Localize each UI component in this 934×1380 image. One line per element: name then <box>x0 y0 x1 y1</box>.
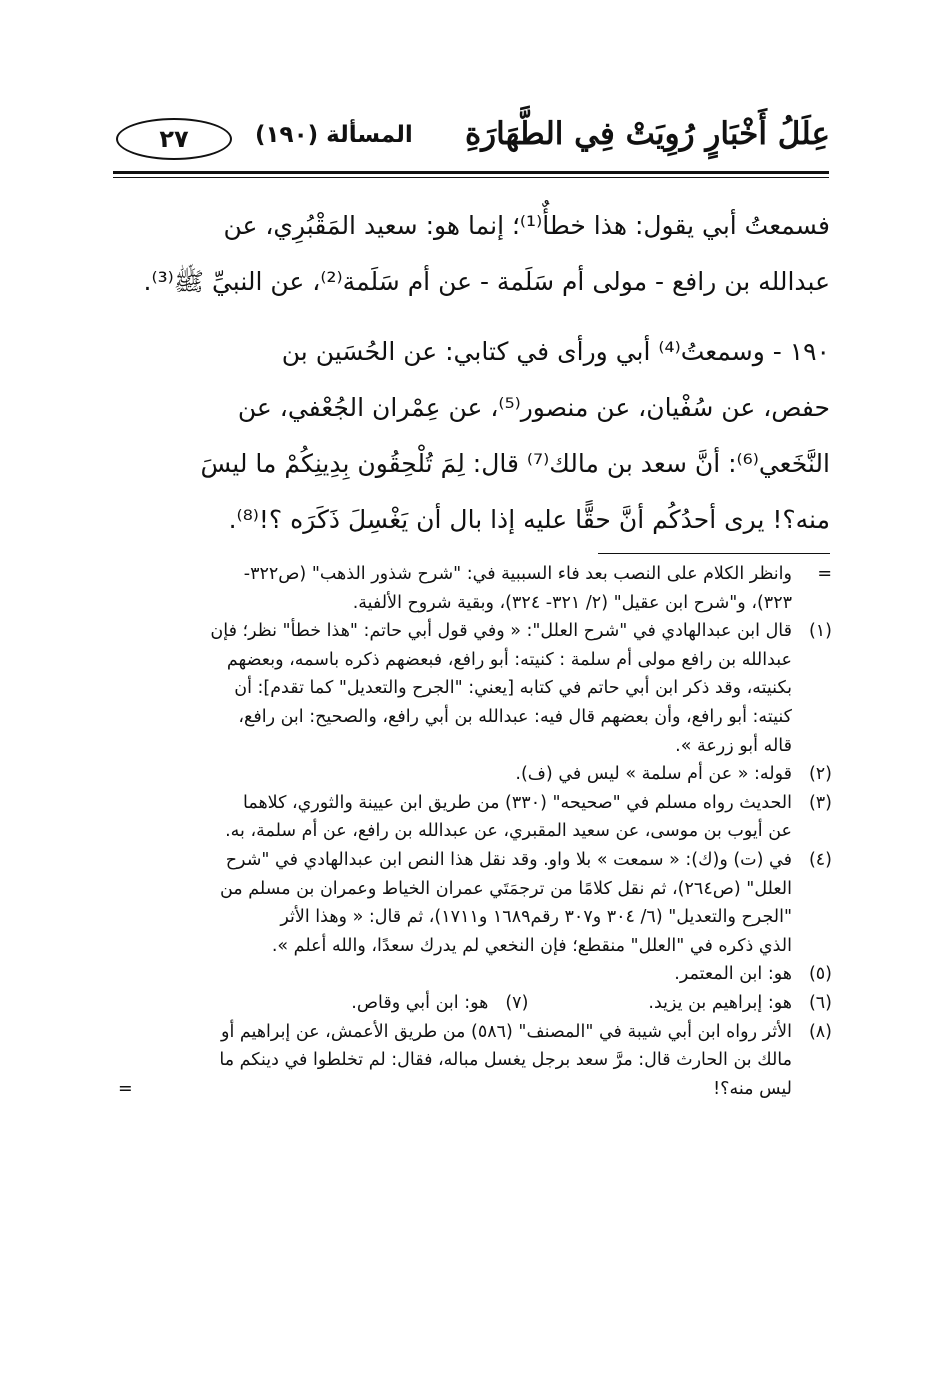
continuation-mark: = <box>817 564 832 584</box>
footnote-line: (٣)الحديث رواه مسلم في "صحيحه" (٣٣٠) من طريق ابن عيينة والثوري، كلاهما <box>112 789 832 818</box>
footnote-line: (٨)الأثر رواه ابن أبي شيبة في "المصنف" (٥٨٦) من طريق الأعمش، عن إبراهيم أو <box>112 1018 832 1047</box>
issue-label: المسألة (١٩٠) <box>255 122 413 148</box>
footnote-mark: (٥) <box>808 964 832 985</box>
footnote-line: بكنيته، وقد ذكر ابن أبي حاتم في كتابه [يعني: "الجرح والتعديل" كما تقدم]: أن <box>234 678 792 699</box>
footnote-line: =وانظر الكلام على النصب بعد فاء السببية في: "شرح شذور الذهب" (ص٣٢٢- <box>112 560 832 589</box>
main-line: منه؟! يرى أحدُكُم أنَّ حقًّا عليه إذا بال أن يَغْسِلَ ذَكَرَه ؟!⁽⁸⁾. <box>228 505 830 534</box>
page-number: ٢٧ <box>116 118 232 160</box>
footnote-line: (٤)في (ت) و(ك): « سمعت » بلا واو. وقد نقل هذا النص ابن عبدالهادي في "شرح <box>112 846 832 875</box>
footnotes <box>112 560 832 1103</box>
footnote-line: العلل" (ص٢٦٤)، ثم نقل كلامًا من ترجمَتَي عمران الخياط وعمران بن مسلم من <box>219 878 792 899</box>
footnote-line: مالك بن الحارث قال: مرَّ سعد برجل يغسل مباله، فقال: لم تخلطوا في دينكم ما <box>219 1050 792 1071</box>
main-line: ١٩٠ - وسمعتُ⁽⁴⁾ أبي ورأى في كتابي: عن الحُسَين بن <box>281 337 830 366</box>
footnote-mark: (٨) <box>808 1021 832 1042</box>
footnote-mark: (٣) <box>808 792 832 813</box>
footnote-line: الذي ذكره في "العلل" منقطع؛ فإن النخعي لم يدرك سعدًا، والله أعلم ». <box>271 935 792 956</box>
footnote-line: ٣٢٣)، و"شرح ابن عقيل" (٢/ ٣٢١- ٣٢٤)، وبقية شروح الألفية. <box>352 592 792 613</box>
footnote-line: (١)قال ابن عبدالهادي في "شرح العلل": « وفي قول أبي حاتم: "هذا خطأ" نظر؛ فإن <box>112 617 832 646</box>
main-text <box>112 198 830 548</box>
footnote-separator <box>598 553 830 554</box>
footnote-mark: (٢) <box>808 764 832 785</box>
footnote-line: ليس منه؟! = <box>112 1075 832 1104</box>
header-rule-thick <box>113 171 829 174</box>
header-rule-thin <box>113 177 829 178</box>
end-continuation-mark: = <box>118 1078 133 1099</box>
footnote-line: عن أيوب بن موسى، عن سعيد المقبري، عن عبدالله بن رافع، عن أم سلمة، به. <box>225 821 792 842</box>
running-header <box>110 112 830 168</box>
main-line: عبدالله بن رافع - مولى أم سَلَمة - عن أم سَلَمة⁽²⁾، عن النبيِّ ﷺ⁽³⁾. <box>143 267 830 296</box>
footnote-mark: (١) <box>808 621 832 642</box>
footnote-line: (٦)هو: إبراهيم بن يزيد.(٧)هو: ابن أبي وقاص. <box>112 989 832 1018</box>
main-line: النَّخَعي⁽⁶⁾: أنَّ سعد بن مالك⁽⁷⁾ قال: لِمَ تُلْحِقُون بِدِينِكُمْ ما ليسَ <box>200 449 830 478</box>
footnote-line: (٥)هو: ابن المعتمر. <box>112 960 832 989</box>
main-line: حفص، عن سُفْيان، عن منصور⁽⁵⁾، عن عِمْران الجُعْفي، عن <box>237 393 830 422</box>
footnote-line: كنيته: أبو رافع، وأن بعضهم قال فيه: عبدالله بن أبي رافع، والصحيح: ابن رافع، <box>238 706 792 727</box>
footnote-mark: (٦) <box>808 992 832 1013</box>
footnote-mark: (٤) <box>808 849 832 870</box>
footnote-line: عبدالله بن رافع مولى أم سلمة : كنيته: أبو رافع، فبعضهم ذكره باسمه، وبعضهم <box>226 649 792 670</box>
book-title: عِلَلُ أَخْبَارٍ رُوِيَتْ فِي الطَّهَارَةِ <box>464 116 830 152</box>
footnote-line: قاله أبو زرعة ». <box>675 735 792 756</box>
main-line: فسمعتُ أبي يقول: هذا خطأٌ⁽¹⁾؛ إنما هو: سعيد المَقْبُرِي، عن <box>223 211 830 240</box>
footnote-line: (٢)قوله: « عن أم سلمة » ليس في (ف). <box>112 760 832 789</box>
footnote-mark: (٧) <box>505 992 529 1013</box>
footnote-line: "الجرح والتعديل" (٦/ ٣٠٤ و٣٠٧ رقم١٦٨٩ و١٧١١)، ثم قال: « وهذا الأثر <box>280 907 792 928</box>
